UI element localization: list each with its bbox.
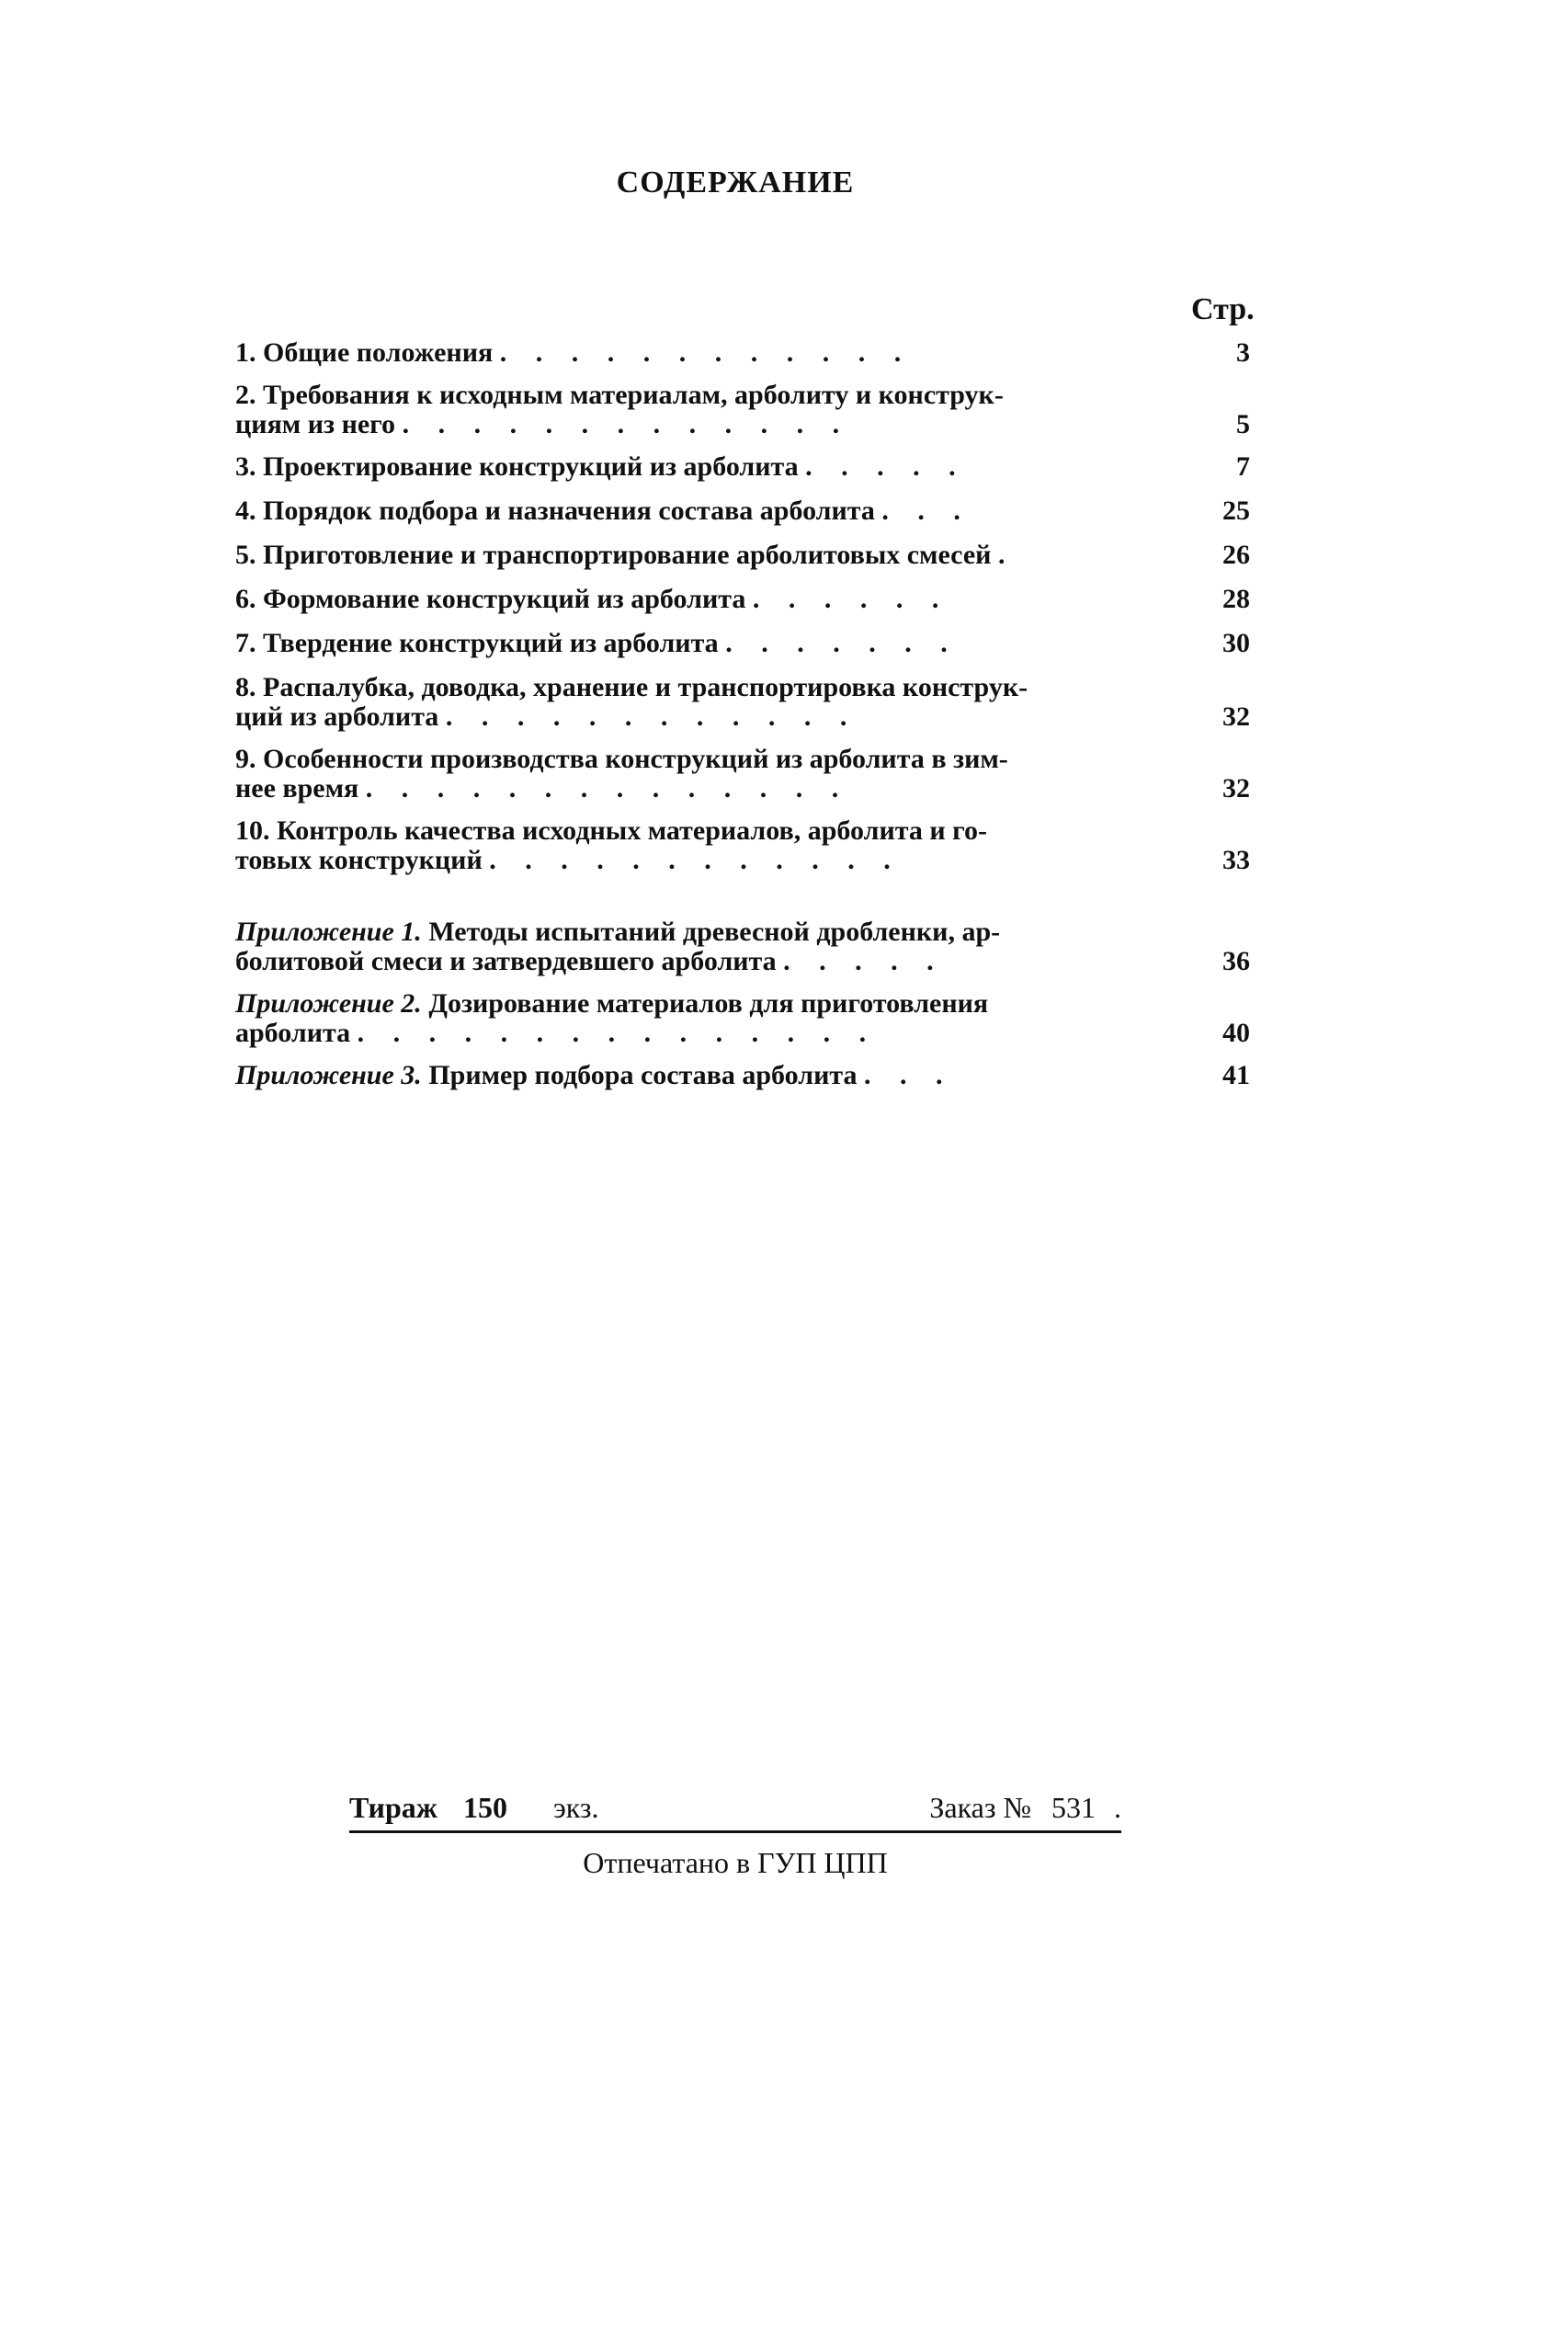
toc-page-number: 26 bbox=[1222, 540, 1250, 570]
toc-page-number: 36 bbox=[1222, 946, 1250, 976]
page-title: СОДЕРЖАНИЕ bbox=[616, 165, 855, 199]
toc-page-number: 25 bbox=[1222, 496, 1250, 526]
toc-entry bbox=[235, 338, 1250, 368]
toc-entry bbox=[235, 673, 1250, 732]
toc-leader-dots: . . . . . . . . . . . . bbox=[499, 337, 913, 368]
toc-leader-dots: . . . bbox=[863, 1060, 954, 1090]
toc-entry-text: 10. Контроль качества исходных материалов, арболита и го- bbox=[235, 815, 987, 846]
toc-leader-dots: . . . . . . . . . . . . . . bbox=[365, 773, 850, 803]
toc-page-number: 41 bbox=[1222, 1060, 1250, 1090]
toc-entry-text: 5. Приготовление и транспортирование арболитовых смесей bbox=[235, 540, 992, 570]
toc-leader-dots: . . . . . . . . . . . . bbox=[489, 845, 902, 875]
page-column-header: Стр. bbox=[1191, 292, 1255, 326]
toc-entry bbox=[235, 496, 1250, 526]
toc-entry-text: арболита bbox=[235, 1018, 351, 1048]
toc-entry-text: болитовой смеси и затвердевшего арболита bbox=[235, 946, 777, 976]
toc-entry bbox=[235, 381, 1250, 439]
toc-leader-dots: . . . bbox=[881, 496, 971, 526]
print-info-row bbox=[349, 1791, 1121, 1833]
toc-entry bbox=[235, 541, 1250, 570]
toc-entry-text: 3. Проектирование конструкций из арболита bbox=[235, 451, 799, 482]
toc-entry-text: 9. Особенности производства конструкций из арболита в зим- bbox=[235, 744, 1008, 774]
printed-by: Отпечатано в ГУП ЦПП bbox=[583, 1846, 888, 1879]
order-value: 531 bbox=[1051, 1791, 1096, 1824]
toc-entry-text: циям из него bbox=[235, 409, 396, 439]
toc-entry bbox=[235, 585, 1250, 614]
toc-entry-text: ций из арболита bbox=[235, 701, 439, 732]
toc-leader-dots: . . . . . . . bbox=[725, 628, 959, 658]
toc-page-number: 7 bbox=[1236, 451, 1250, 482]
toc-entry-text: 7. Твердение конструкций из арболита bbox=[235, 628, 719, 658]
table-of-contents bbox=[235, 338, 1250, 1090]
toc-page-number: 32 bbox=[1222, 773, 1250, 803]
toc-appendix-entry bbox=[235, 989, 1250, 1048]
toc-page-number: 5 bbox=[1236, 409, 1250, 439]
toc-appendix-entry bbox=[235, 1061, 1250, 1090]
circulation-value: 150 bbox=[462, 1791, 507, 1824]
toc-appendix-entry bbox=[235, 917, 1250, 976]
toc-entry-text: Пример подбора состава арболита bbox=[428, 1060, 858, 1090]
toc-entry-text: 1. Общие положения bbox=[235, 337, 494, 368]
order-label: Заказ № bbox=[929, 1791, 1031, 1824]
toc-entry-text: Дозирование материалов для приготовления bbox=[428, 988, 989, 1019]
toc-page-number: 3 bbox=[1236, 337, 1250, 368]
toc-page-number: 40 bbox=[1222, 1018, 1250, 1048]
toc-entry-text: товых конструкций bbox=[235, 845, 483, 875]
toc-entry bbox=[235, 816, 1250, 875]
toc-page-number: 32 bbox=[1222, 701, 1250, 732]
toc-entry-text: Методы испытаний древесной дробленки, ар- bbox=[428, 917, 1001, 947]
toc-page-number: 33 bbox=[1222, 845, 1250, 875]
toc-entry-text: нее время bbox=[235, 773, 359, 803]
appendix-prefix: Приложение 3. bbox=[235, 1060, 422, 1090]
toc-entry-text: 2. Требования к исходным материалам, арболиту и конструк- bbox=[235, 380, 1004, 410]
toc-page-number: 30 bbox=[1222, 628, 1250, 658]
toc-leader-dots: . . . . . bbox=[783, 946, 945, 976]
toc-entry-text: 8. Распалубка, доводка, хранение и транспортировка конструк- bbox=[235, 672, 1028, 702]
circulation-label: Тираж bbox=[349, 1791, 437, 1824]
toc-leader-dots: . . . . . . . . . . . . . bbox=[402, 409, 851, 439]
toc-entry bbox=[235, 452, 1250, 482]
toc-page-number: 28 bbox=[1222, 584, 1250, 614]
toc-entry bbox=[235, 745, 1250, 803]
toc-leader-dots: . . . . . . bbox=[752, 584, 950, 614]
order-suffix: . bbox=[1114, 1791, 1121, 1824]
toc-leader-dots: . . . . . . . . . . . . . . . bbox=[357, 1018, 878, 1048]
circulation-unit: экз. bbox=[552, 1791, 599, 1824]
appendix-prefix: Приложение 2. bbox=[235, 988, 422, 1019]
toc-entry-text: 6. Формование конструкций из арболита bbox=[235, 584, 746, 614]
appendix-prefix: Приложение 1. bbox=[235, 917, 422, 947]
toc-leader-dots: . bbox=[997, 540, 1017, 570]
toc-leader-dots: . . . . . bbox=[805, 451, 967, 482]
imprint-footer bbox=[349, 1791, 1121, 1880]
toc-leader-dots: . . . . . . . . . . . . bbox=[445, 701, 858, 732]
toc-entry bbox=[235, 629, 1250, 658]
toc-entry-text: 4. Порядок подбора и назначения состава арболита bbox=[235, 496, 875, 526]
